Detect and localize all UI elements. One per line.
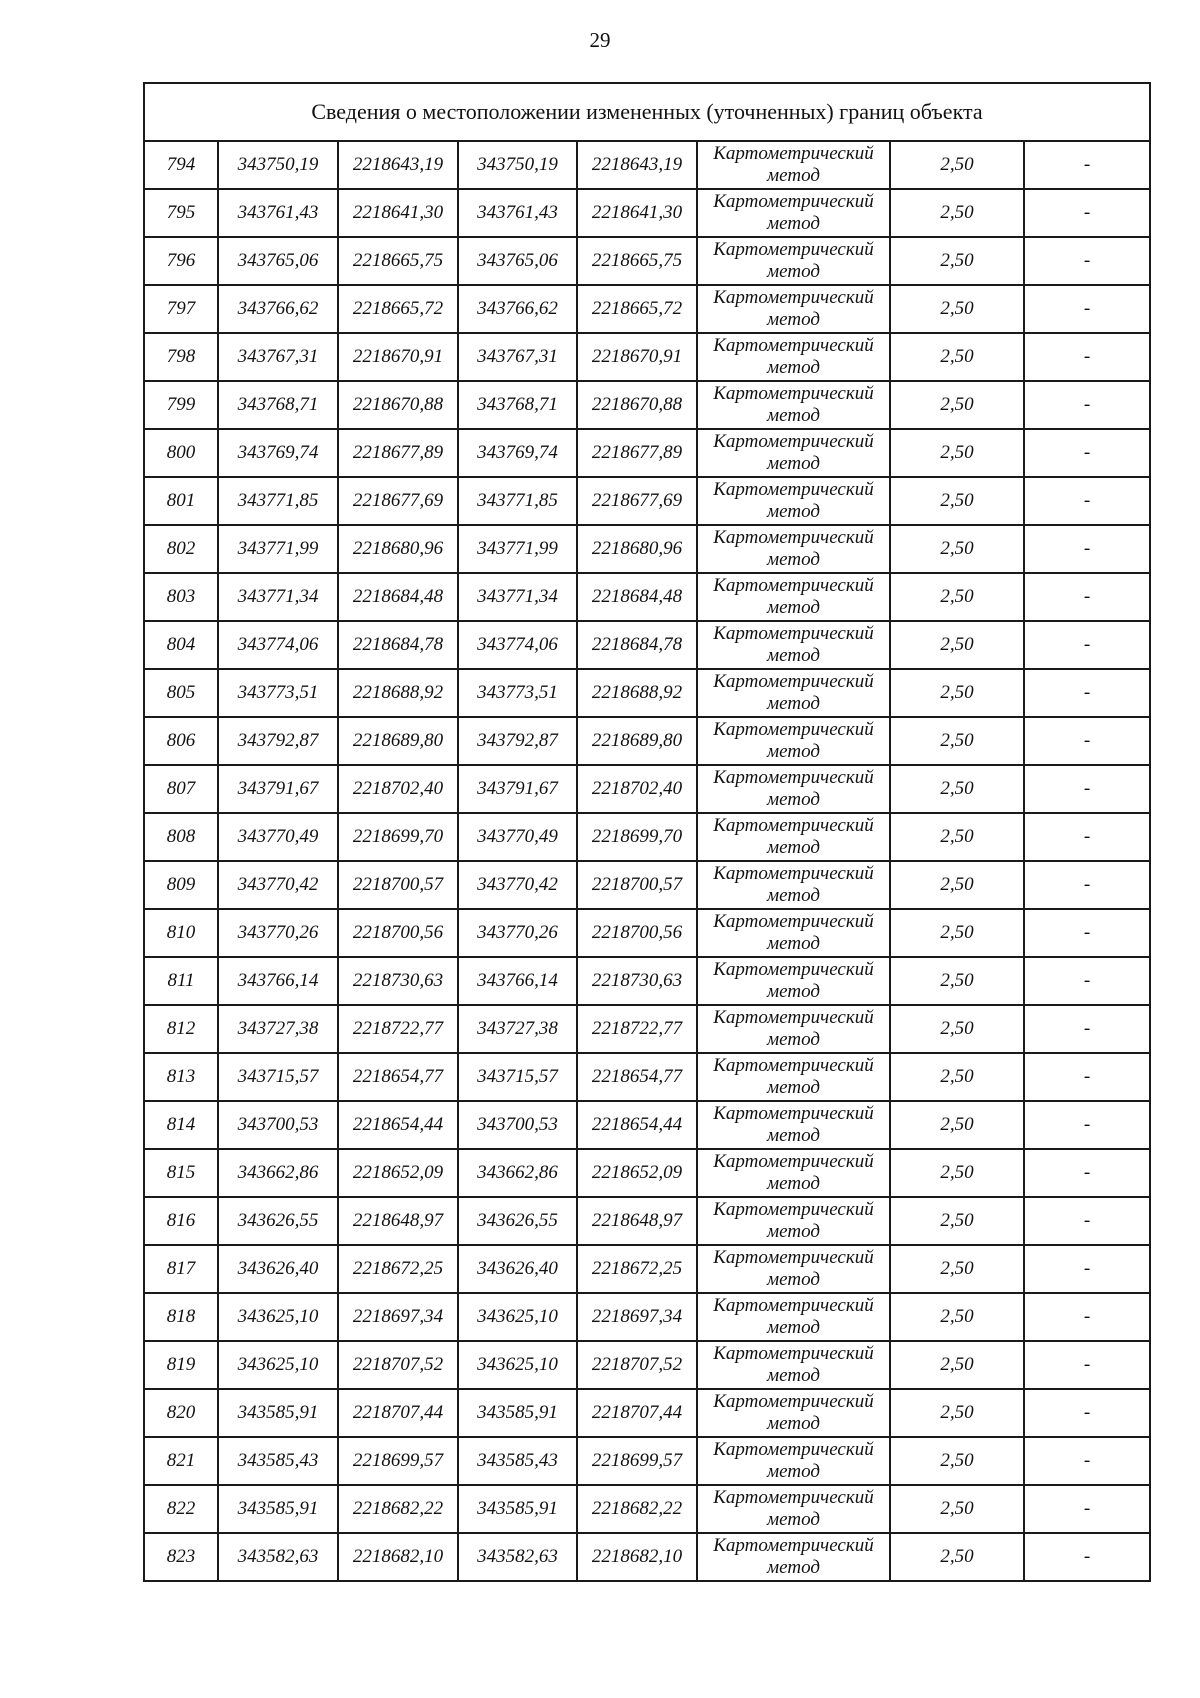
- existing-x-cell: 343761,43: [218, 189, 338, 237]
- accuracy-cell: 2,50: [890, 717, 1024, 765]
- refined-x-cell: 343771,99: [458, 525, 577, 573]
- existing-y-cell: 2218677,69: [338, 477, 458, 525]
- table-row: [144, 1533, 1150, 1581]
- refined-x-cell: 343765,06: [458, 237, 577, 285]
- method-cell: Картометрический метод: [697, 861, 890, 909]
- refined-x-cell: 343771,85: [458, 477, 577, 525]
- point-number-cell: 796: [144, 237, 218, 285]
- existing-y-cell: 2218652,09: [338, 1149, 458, 1197]
- accuracy-cell: 2,50: [890, 1389, 1024, 1437]
- point-number-cell: 803: [144, 573, 218, 621]
- point-number-cell: 799: [144, 381, 218, 429]
- method-cell: Картометрический метод: [697, 525, 890, 573]
- method-cell: Картометрический метод: [697, 141, 890, 189]
- refined-y-cell: 2218699,70: [577, 813, 697, 861]
- note-cell: -: [1024, 189, 1150, 237]
- table-row: [144, 285, 1150, 333]
- point-number-cell: 810: [144, 909, 218, 957]
- refined-x-cell: 343727,38: [458, 1005, 577, 1053]
- table-row: [144, 429, 1150, 477]
- method-cell: Картометрический метод: [697, 333, 890, 381]
- existing-x-cell: 343773,51: [218, 669, 338, 717]
- point-number-cell: 815: [144, 1149, 218, 1197]
- accuracy-cell: 2,50: [890, 573, 1024, 621]
- point-number-cell: 798: [144, 333, 218, 381]
- point-number-cell: 811: [144, 957, 218, 1005]
- existing-x-cell: 343727,38: [218, 1005, 338, 1053]
- accuracy-cell: 2,50: [890, 909, 1024, 957]
- existing-y-cell: 2218641,30: [338, 189, 458, 237]
- point-number-cell: 802: [144, 525, 218, 573]
- note-cell: -: [1024, 1533, 1150, 1581]
- table-body: [144, 83, 1150, 1581]
- accuracy-cell: 2,50: [890, 861, 1024, 909]
- refined-y-cell: 2218680,96: [577, 525, 697, 573]
- point-number-cell: 819: [144, 1341, 218, 1389]
- note-cell: -: [1024, 429, 1150, 477]
- point-number-cell: 800: [144, 429, 218, 477]
- note-cell: -: [1024, 1245, 1150, 1293]
- refined-y-cell: 2218665,75: [577, 237, 697, 285]
- accuracy-cell: 2,50: [890, 1149, 1024, 1197]
- refined-y-cell: 2218670,91: [577, 333, 697, 381]
- existing-y-cell: 2218682,22: [338, 1485, 458, 1533]
- method-cell: Картометрический метод: [697, 237, 890, 285]
- point-number-cell: 823: [144, 1533, 218, 1581]
- existing-y-cell: 2218702,40: [338, 765, 458, 813]
- refined-y-cell: 2218688,92: [577, 669, 697, 717]
- table-row: [144, 621, 1150, 669]
- existing-y-cell: 2218643,19: [338, 141, 458, 189]
- accuracy-cell: 2,50: [890, 477, 1024, 525]
- refined-y-cell: 2218654,77: [577, 1053, 697, 1101]
- table-row: [144, 525, 1150, 573]
- refined-x-cell: 343770,26: [458, 909, 577, 957]
- existing-x-cell: 343585,43: [218, 1437, 338, 1485]
- existing-x-cell: 343771,34: [218, 573, 338, 621]
- table-row: [144, 381, 1150, 429]
- note-cell: -: [1024, 381, 1150, 429]
- table-row: [144, 237, 1150, 285]
- accuracy-cell: 2,50: [890, 1485, 1024, 1533]
- existing-y-cell: 2218682,10: [338, 1533, 458, 1581]
- method-cell: Картометрический метод: [697, 477, 890, 525]
- existing-x-cell: 343700,53: [218, 1101, 338, 1149]
- point-number-cell: 804: [144, 621, 218, 669]
- method-cell: Картометрический метод: [697, 429, 890, 477]
- refined-y-cell: 2218684,78: [577, 621, 697, 669]
- table-row: [144, 1005, 1150, 1053]
- existing-x-cell: 343765,06: [218, 237, 338, 285]
- method-cell: Картометрический метод: [697, 621, 890, 669]
- method-cell: Картометрический метод: [697, 1533, 890, 1581]
- refined-x-cell: 343625,10: [458, 1293, 577, 1341]
- existing-y-cell: 2218680,96: [338, 525, 458, 573]
- existing-y-cell: 2218665,72: [338, 285, 458, 333]
- refined-y-cell: 2218707,52: [577, 1341, 697, 1389]
- note-cell: -: [1024, 1485, 1150, 1533]
- table-row: [144, 1485, 1150, 1533]
- existing-x-cell: 343770,49: [218, 813, 338, 861]
- existing-y-cell: 2218670,91: [338, 333, 458, 381]
- existing-y-cell: 2218654,44: [338, 1101, 458, 1149]
- table-row: [144, 813, 1150, 861]
- refined-y-cell: 2218730,63: [577, 957, 697, 1005]
- refined-y-cell: 2218670,88: [577, 381, 697, 429]
- accuracy-cell: 2,50: [890, 669, 1024, 717]
- method-cell: Картометрический метод: [697, 1485, 890, 1533]
- method-cell: Картометрический метод: [697, 909, 890, 957]
- method-cell: Картометрический метод: [697, 1245, 890, 1293]
- note-cell: -: [1024, 1101, 1150, 1149]
- existing-x-cell: 343626,40: [218, 1245, 338, 1293]
- note-cell: -: [1024, 1293, 1150, 1341]
- table-row: [144, 1053, 1150, 1101]
- note-cell: -: [1024, 573, 1150, 621]
- note-cell: -: [1024, 765, 1150, 813]
- point-number-cell: 808: [144, 813, 218, 861]
- accuracy-cell: 2,50: [890, 1197, 1024, 1245]
- note-cell: -: [1024, 813, 1150, 861]
- existing-x-cell: 343626,55: [218, 1197, 338, 1245]
- existing-y-cell: 2218707,52: [338, 1341, 458, 1389]
- existing-x-cell: 343774,06: [218, 621, 338, 669]
- existing-y-cell: 2218672,25: [338, 1245, 458, 1293]
- table-row: [144, 765, 1150, 813]
- existing-x-cell: 343792,87: [218, 717, 338, 765]
- accuracy-cell: 2,50: [890, 1005, 1024, 1053]
- refined-x-cell: 343585,43: [458, 1437, 577, 1485]
- point-number-cell: 794: [144, 141, 218, 189]
- accuracy-cell: 2,50: [890, 429, 1024, 477]
- existing-y-cell: 2218684,78: [338, 621, 458, 669]
- accuracy-cell: 2,50: [890, 237, 1024, 285]
- table-row: [144, 1341, 1150, 1389]
- table-row: [144, 1197, 1150, 1245]
- existing-y-cell: 2218707,44: [338, 1389, 458, 1437]
- table-row: [144, 1389, 1150, 1437]
- table-row: [144, 717, 1150, 765]
- existing-y-cell: 2218699,70: [338, 813, 458, 861]
- existing-x-cell: 343750,19: [218, 141, 338, 189]
- method-cell: Картометрический метод: [697, 669, 890, 717]
- existing-y-cell: 2218684,48: [338, 573, 458, 621]
- point-number-cell: 807: [144, 765, 218, 813]
- refined-x-cell: 343770,49: [458, 813, 577, 861]
- method-cell: Картометрический метод: [697, 1005, 890, 1053]
- refined-y-cell: 2218700,57: [577, 861, 697, 909]
- accuracy-cell: 2,50: [890, 1533, 1024, 1581]
- table-row: [144, 669, 1150, 717]
- refined-x-cell: 343585,91: [458, 1389, 577, 1437]
- method-cell: Картометрический метод: [697, 1437, 890, 1485]
- table-row: [144, 957, 1150, 1005]
- method-cell: Картометрический метод: [697, 381, 890, 429]
- refined-y-cell: 2218677,89: [577, 429, 697, 477]
- refined-y-cell: 2218702,40: [577, 765, 697, 813]
- note-cell: -: [1024, 525, 1150, 573]
- method-cell: Картометрический метод: [697, 765, 890, 813]
- existing-y-cell: 2218654,77: [338, 1053, 458, 1101]
- point-number-cell: 820: [144, 1389, 218, 1437]
- accuracy-cell: 2,50: [890, 525, 1024, 573]
- existing-x-cell: 343770,42: [218, 861, 338, 909]
- accuracy-cell: 2,50: [890, 1341, 1024, 1389]
- table-row: [144, 1149, 1150, 1197]
- existing-y-cell: 2218697,34: [338, 1293, 458, 1341]
- existing-y-cell: 2218677,89: [338, 429, 458, 477]
- method-cell: Картометрический метод: [697, 1389, 890, 1437]
- table-row: [144, 477, 1150, 525]
- refined-x-cell: 343774,06: [458, 621, 577, 669]
- accuracy-cell: 2,50: [890, 381, 1024, 429]
- note-cell: -: [1024, 477, 1150, 525]
- boundary-coordinates-table: [143, 82, 1151, 1582]
- table-row: [144, 1437, 1150, 1485]
- existing-x-cell: 343791,67: [218, 765, 338, 813]
- note-cell: -: [1024, 621, 1150, 669]
- point-number-cell: 795: [144, 189, 218, 237]
- refined-x-cell: 343626,40: [458, 1245, 577, 1293]
- accuracy-cell: 2,50: [890, 957, 1024, 1005]
- existing-x-cell: 343625,10: [218, 1341, 338, 1389]
- refined-x-cell: 343791,67: [458, 765, 577, 813]
- accuracy-cell: 2,50: [890, 189, 1024, 237]
- note-cell: -: [1024, 861, 1150, 909]
- accuracy-cell: 2,50: [890, 621, 1024, 669]
- point-number-cell: 797: [144, 285, 218, 333]
- table-title: Сведения о местоположении измененных (уточненных) границ объекта: [144, 83, 1150, 141]
- refined-x-cell: 343769,74: [458, 429, 577, 477]
- refined-y-cell: 2218654,44: [577, 1101, 697, 1149]
- refined-y-cell: 2218682,22: [577, 1485, 697, 1533]
- point-number-cell: 805: [144, 669, 218, 717]
- existing-x-cell: 343767,31: [218, 333, 338, 381]
- refined-y-cell: 2218672,25: [577, 1245, 697, 1293]
- point-number-cell: 817: [144, 1245, 218, 1293]
- existing-x-cell: 343582,63: [218, 1533, 338, 1581]
- method-cell: Картометрический метод: [697, 189, 890, 237]
- note-cell: -: [1024, 1149, 1150, 1197]
- accuracy-cell: 2,50: [890, 813, 1024, 861]
- existing-x-cell: 343770,26: [218, 909, 338, 957]
- refined-x-cell: 343768,71: [458, 381, 577, 429]
- existing-x-cell: 343625,10: [218, 1293, 338, 1341]
- refined-y-cell: 2218689,80: [577, 717, 697, 765]
- method-cell: Картометрический метод: [697, 285, 890, 333]
- refined-y-cell: 2218665,72: [577, 285, 697, 333]
- method-cell: Картометрический метод: [697, 1149, 890, 1197]
- point-number-cell: 822: [144, 1485, 218, 1533]
- point-number-cell: 809: [144, 861, 218, 909]
- note-cell: -: [1024, 1437, 1150, 1485]
- point-number-cell: 801: [144, 477, 218, 525]
- table-row: [144, 1293, 1150, 1341]
- table-row: [144, 573, 1150, 621]
- refined-x-cell: 343771,34: [458, 573, 577, 621]
- refined-x-cell: 343625,10: [458, 1341, 577, 1389]
- accuracy-cell: 2,50: [890, 1245, 1024, 1293]
- accuracy-cell: 2,50: [890, 1053, 1024, 1101]
- refined-x-cell: 343585,91: [458, 1485, 577, 1533]
- existing-x-cell: 343585,91: [218, 1389, 338, 1437]
- refined-y-cell: 2218643,19: [577, 141, 697, 189]
- method-cell: Картометрический метод: [697, 1341, 890, 1389]
- refined-x-cell: 343750,19: [458, 141, 577, 189]
- table-row: [144, 189, 1150, 237]
- refined-x-cell: 343761,43: [458, 189, 577, 237]
- point-number-cell: 806: [144, 717, 218, 765]
- existing-x-cell: 343662,86: [218, 1149, 338, 1197]
- existing-x-cell: 343769,74: [218, 429, 338, 477]
- accuracy-cell: 2,50: [890, 141, 1024, 189]
- method-cell: Картометрический метод: [697, 1197, 890, 1245]
- existing-x-cell: 343768,71: [218, 381, 338, 429]
- existing-y-cell: 2218688,92: [338, 669, 458, 717]
- existing-x-cell: 343771,85: [218, 477, 338, 525]
- method-cell: Картометрический метод: [697, 717, 890, 765]
- existing-y-cell: 2218700,57: [338, 861, 458, 909]
- existing-x-cell: 343771,99: [218, 525, 338, 573]
- method-cell: Картометрический метод: [697, 1293, 890, 1341]
- table-title-row: [144, 83, 1150, 141]
- note-cell: -: [1024, 1197, 1150, 1245]
- accuracy-cell: 2,50: [890, 1293, 1024, 1341]
- point-number-cell: 812: [144, 1005, 218, 1053]
- accuracy-cell: 2,50: [890, 1437, 1024, 1485]
- table-row: [144, 1245, 1150, 1293]
- note-cell: -: [1024, 333, 1150, 381]
- existing-x-cell: 343766,62: [218, 285, 338, 333]
- table-row: [144, 333, 1150, 381]
- method-cell: Картометрический метод: [697, 1053, 890, 1101]
- accuracy-cell: 2,50: [890, 333, 1024, 381]
- refined-y-cell: 2218648,97: [577, 1197, 697, 1245]
- point-number-cell: 814: [144, 1101, 218, 1149]
- refined-x-cell: 343767,31: [458, 333, 577, 381]
- table-row: [144, 141, 1150, 189]
- existing-y-cell: 2218665,75: [338, 237, 458, 285]
- refined-x-cell: 343626,55: [458, 1197, 577, 1245]
- refined-y-cell: 2218641,30: [577, 189, 697, 237]
- point-number-cell: 818: [144, 1293, 218, 1341]
- existing-x-cell: 343766,14: [218, 957, 338, 1005]
- refined-y-cell: 2218677,69: [577, 477, 697, 525]
- method-cell: Картометрический метод: [697, 1101, 890, 1149]
- refined-y-cell: 2218652,09: [577, 1149, 697, 1197]
- note-cell: -: [1024, 237, 1150, 285]
- table-row: [144, 1101, 1150, 1149]
- note-cell: -: [1024, 141, 1150, 189]
- refined-y-cell: 2218682,10: [577, 1533, 697, 1581]
- accuracy-cell: 2,50: [890, 285, 1024, 333]
- note-cell: -: [1024, 1053, 1150, 1101]
- point-number-cell: 813: [144, 1053, 218, 1101]
- existing-y-cell: 2218670,88: [338, 381, 458, 429]
- note-cell: -: [1024, 669, 1150, 717]
- existing-y-cell: 2218730,63: [338, 957, 458, 1005]
- existing-y-cell: 2218648,97: [338, 1197, 458, 1245]
- page-number: 29: [589, 28, 611, 52]
- existing-x-cell: 343585,91: [218, 1485, 338, 1533]
- note-cell: -: [1024, 285, 1150, 333]
- refined-y-cell: 2218722,77: [577, 1005, 697, 1053]
- refined-x-cell: 343700,53: [458, 1101, 577, 1149]
- refined-y-cell: 2218684,48: [577, 573, 697, 621]
- method-cell: Картометрический метод: [697, 813, 890, 861]
- refined-x-cell: 343766,62: [458, 285, 577, 333]
- note-cell: -: [1024, 909, 1150, 957]
- accuracy-cell: 2,50: [890, 1101, 1024, 1149]
- existing-y-cell: 2218700,56: [338, 909, 458, 957]
- existing-y-cell: 2218722,77: [338, 1005, 458, 1053]
- existing-y-cell: 2218699,57: [338, 1437, 458, 1485]
- refined-x-cell: 343770,42: [458, 861, 577, 909]
- method-cell: Картометрический метод: [697, 573, 890, 621]
- existing-x-cell: 343715,57: [218, 1053, 338, 1101]
- table-row: [144, 909, 1150, 957]
- accuracy-cell: 2,50: [890, 765, 1024, 813]
- note-cell: -: [1024, 717, 1150, 765]
- table-row: [144, 861, 1150, 909]
- note-cell: -: [1024, 1389, 1150, 1437]
- refined-x-cell: 343792,87: [458, 717, 577, 765]
- refined-x-cell: 343582,63: [458, 1533, 577, 1581]
- refined-y-cell: 2218707,44: [577, 1389, 697, 1437]
- refined-y-cell: 2218697,34: [577, 1293, 697, 1341]
- existing-y-cell: 2218689,80: [338, 717, 458, 765]
- note-cell: -: [1024, 957, 1150, 1005]
- refined-x-cell: 343773,51: [458, 669, 577, 717]
- method-cell: Картометрический метод: [697, 957, 890, 1005]
- note-cell: -: [1024, 1341, 1150, 1389]
- refined-y-cell: 2218699,57: [577, 1437, 697, 1485]
- refined-x-cell: 343715,57: [458, 1053, 577, 1101]
- refined-x-cell: 343766,14: [458, 957, 577, 1005]
- point-number-cell: 816: [144, 1197, 218, 1245]
- note-cell: -: [1024, 1005, 1150, 1053]
- refined-y-cell: 2218700,56: [577, 909, 697, 957]
- point-number-cell: 821: [144, 1437, 218, 1485]
- refined-x-cell: 343662,86: [458, 1149, 577, 1197]
